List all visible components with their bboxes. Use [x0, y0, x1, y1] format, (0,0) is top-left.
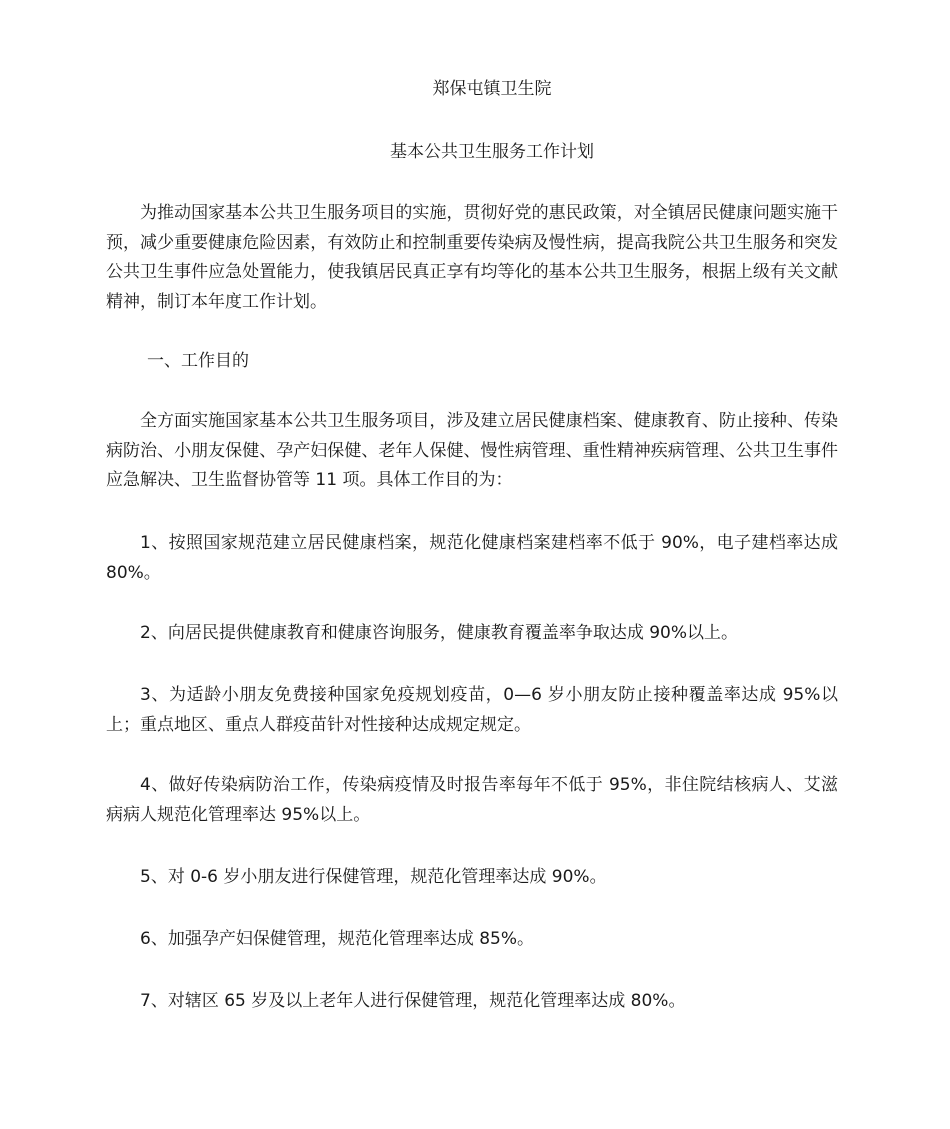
org-title: 郑保屯镇卫生院 [432, 79, 552, 99]
goal-item-6: 6、加强孕产妇保健管理，规范化管理率达成 85%。 [140, 929, 535, 949]
intro-paragraph: 为推动国家基本公共卫生服务项目的实施，贯彻好党的惠民政策，对全镇居民健康问题实施干预，减少重要健康危险因素，有效防止和控制重要传染病及慢性病，提高我院公共卫生服务和突发公共卫生事件应急处置能力，使我镇居民真正享有均等化的基本公共卫生服务，根据上级有关文献精神，制订本年度工作计划。 [106, 203, 838, 312]
goal-item-2: 2、向居民提供健康教育和健康咨询服务，健康教育覆盖率争取达成 90%以上。 [140, 623, 739, 643]
plan-title: 基本公共卫生服务工作计划 [390, 142, 594, 162]
goal-item-1: 1、按照国家规范建立居民健康档案，规范化健康档案建档率不低于 90%，电子建档率达成 80%。 [106, 533, 838, 583]
section-intro-paragraph: 全方面实施国家基本公共卫生服务项目，涉及建立居民健康档案、健康教育、防止接种、传染病防治、小朋友保健、孕产妇保健、老年人保健、慢性病管理、重性精神疾病管理、公共卫生事件应急解决、卫生监督协管等 11 项。具体工作目的为： [106, 411, 838, 490]
goal-item-7: 7、对辖区 65 岁及以上老年人进行保健管理，规范化管理率达成 80%。 [140, 991, 686, 1011]
goal-item-5: 5、对 0-6 岁小朋友进行保健管理，规范化管理率达成 90%。 [140, 867, 607, 887]
section-heading-goals: 一、工作目的 [147, 351, 249, 371]
goal-item-3: 3、为适龄小朋友免费接种国家免疫规划疫苗，0—6 岁小朋友防止接种覆盖率达成 95%以上；重点地区、重点人群疫苗针对性接种达成规定规定。 [106, 685, 838, 735]
goal-item-4: 4、做好传染病防治工作，传染病疫情及时报告率每年不低于 95%，非住院结核病人、艾滋病病人规范化管理率达 95%以上。 [106, 775, 838, 825]
